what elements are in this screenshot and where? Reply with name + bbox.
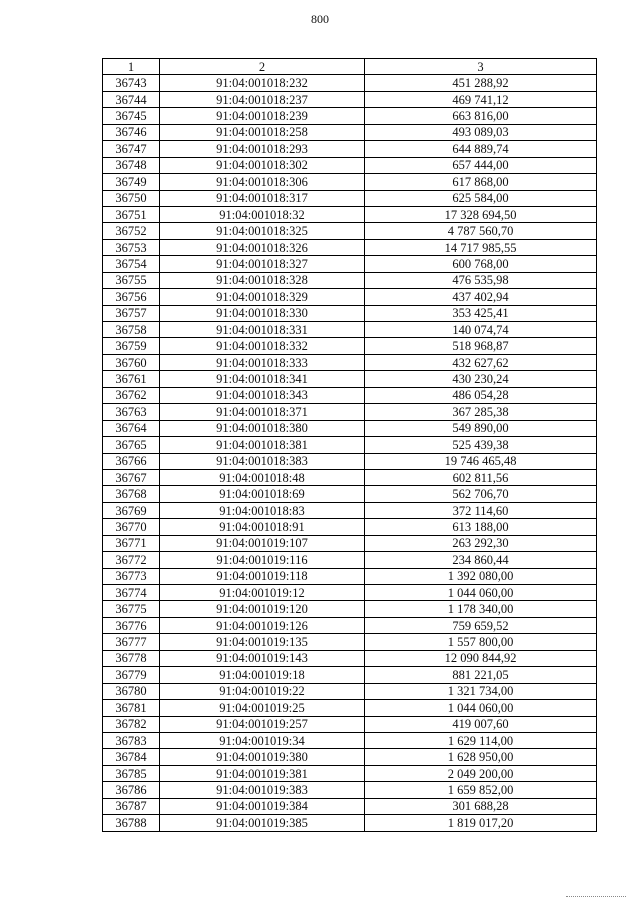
row-number-cell: 36785	[103, 765, 160, 781]
row-number-cell: 36773	[103, 568, 160, 584]
cadastral-value-cell: 301 688,28	[365, 798, 597, 814]
cadastral-value-cell: 1 659 852,00	[365, 782, 597, 798]
cadastral-number-cell: 91:04:001018:293	[160, 141, 365, 157]
table-row	[103, 782, 597, 798]
row-number-cell: 36752	[103, 223, 160, 239]
cadastral-number-cell: 91:04:001018:327	[160, 256, 365, 272]
table-body	[103, 75, 597, 831]
cadastral-number-cell: 91:04:001019:34	[160, 732, 365, 748]
table-row	[103, 732, 597, 748]
cadastral-number-cell: 91:04:001018:328	[160, 272, 365, 288]
cadastral-value-cell: 469 741,12	[365, 91, 597, 107]
row-number-cell: 36746	[103, 124, 160, 140]
table-row	[103, 108, 597, 124]
cadastral-value-cell: 476 535,98	[365, 272, 597, 288]
column-header-number: 1	[103, 59, 160, 75]
cadastral-value-cell: 602 811,56	[365, 469, 597, 485]
table-row	[103, 765, 597, 781]
cadastral-value-cell: 644 889,74	[365, 141, 597, 157]
row-number-cell: 36771	[103, 535, 160, 551]
cadastral-number-cell: 91:04:001019:381	[160, 765, 365, 781]
row-number-cell: 36762	[103, 387, 160, 403]
table-row	[103, 486, 597, 502]
table-row	[103, 798, 597, 814]
table-row	[103, 535, 597, 551]
cadastral-value-cell: 432 627,62	[365, 354, 597, 370]
cadastral-value-cell: 663 816,00	[365, 108, 597, 124]
row-number-cell: 36766	[103, 453, 160, 469]
cadastral-value-cell: 4 787 560,70	[365, 223, 597, 239]
cadastral-number-cell: 91:04:001018:371	[160, 404, 365, 420]
cadastral-number-cell: 91:04:001019:118	[160, 568, 365, 584]
cadastral-number-cell: 91:04:001019:116	[160, 552, 365, 568]
cadastral-number-cell: 91:04:001019:257	[160, 716, 365, 732]
row-number-cell: 36753	[103, 239, 160, 255]
cadastral-number-cell: 91:04:001019:12	[160, 585, 365, 601]
cadastral-value-cell: 1 392 080,00	[365, 568, 597, 584]
cadastral-number-cell: 91:04:001019:126	[160, 617, 365, 633]
column-header-value: 3	[365, 59, 597, 75]
row-number-cell: 36764	[103, 420, 160, 436]
cadastral-number-cell: 91:04:001018:69	[160, 486, 365, 502]
table-row	[103, 634, 597, 650]
cadastral-number-cell: 91:04:001018:383	[160, 453, 365, 469]
scan-edge-mark	[566, 896, 626, 900]
cadastral-value-cell: 525 439,38	[365, 437, 597, 453]
cadastral-value-cell: 353 425,41	[365, 305, 597, 321]
row-number-cell: 36747	[103, 141, 160, 157]
cadastral-value-cell: 617 868,00	[365, 174, 597, 190]
cadastral-value-cell: 140 074,74	[365, 322, 597, 338]
table-row	[103, 568, 597, 584]
table-row	[103, 91, 597, 107]
cadastral-number-cell: 91:04:001018:48	[160, 469, 365, 485]
cadastral-value-cell: 367 285,38	[365, 404, 597, 420]
row-number-cell: 36744	[103, 91, 160, 107]
table-row	[103, 289, 597, 305]
table-row	[103, 404, 597, 420]
cadastral-value-cell: 625 584,00	[365, 190, 597, 206]
cadastral-value-cell: 419 007,60	[365, 716, 597, 732]
row-number-cell: 36774	[103, 585, 160, 601]
table-row	[103, 256, 597, 272]
cadastral-number-cell: 91:04:001018:326	[160, 239, 365, 255]
row-number-cell: 36751	[103, 206, 160, 222]
table-row	[103, 716, 597, 732]
cadastral-number-cell: 91:04:001019:383	[160, 782, 365, 798]
cadastral-value-cell: 12 090 844,92	[365, 650, 597, 666]
cadastral-value-cell: 613 188,00	[365, 519, 597, 535]
table-row	[103, 124, 597, 140]
row-number-cell: 36763	[103, 404, 160, 420]
row-number-cell: 36749	[103, 174, 160, 190]
cadastral-number-cell: 91:04:001018:329	[160, 289, 365, 305]
table-row	[103, 601, 597, 617]
cadastral-value-cell: 562 706,70	[365, 486, 597, 502]
table-row	[103, 749, 597, 765]
row-number-cell: 36768	[103, 486, 160, 502]
table-row	[103, 387, 597, 403]
cadastral-value-cell: 1 044 060,00	[365, 585, 597, 601]
cadastral-number-cell: 91:04:001019:18	[160, 667, 365, 683]
row-number-cell: 36772	[103, 552, 160, 568]
row-number-cell: 36776	[103, 617, 160, 633]
cadastral-value-cell: 430 230,24	[365, 371, 597, 387]
row-number-cell: 36754	[103, 256, 160, 272]
cadastral-number-cell: 91:04:001019:384	[160, 798, 365, 814]
table-header-row	[103, 59, 597, 75]
cadastral-value-cell: 14 717 985,55	[365, 239, 597, 255]
column-header-cadastral-number: 2	[160, 59, 365, 75]
row-number-cell: 36750	[103, 190, 160, 206]
row-number-cell: 36758	[103, 322, 160, 338]
cadastral-value-cell: 234 860,44	[365, 552, 597, 568]
table-row	[103, 305, 597, 321]
cadastral-value-cell: 1 557 800,00	[365, 634, 597, 650]
cadastral-value-cell: 1 629 114,00	[365, 732, 597, 748]
row-number-cell: 36745	[103, 108, 160, 124]
table-row	[103, 667, 597, 683]
cadastral-number-cell: 91:04:001018:306	[160, 174, 365, 190]
row-number-cell: 36784	[103, 749, 160, 765]
table-row	[103, 371, 597, 387]
row-number-cell: 36779	[103, 667, 160, 683]
table-row	[103, 437, 597, 453]
cadastral-number-cell: 91:04:001018:258	[160, 124, 365, 140]
cadastral-value-cell: 1 628 950,00	[365, 749, 597, 765]
table-row	[103, 420, 597, 436]
cadastral-value-cell: 19 746 465,48	[365, 453, 597, 469]
cadastral-value-cell: 1 178 340,00	[365, 601, 597, 617]
row-number-cell: 36756	[103, 289, 160, 305]
cadastral-number-cell: 91:04:001019:22	[160, 683, 365, 699]
cadastral-number-cell: 91:04:001018:341	[160, 371, 365, 387]
table-row	[103, 453, 597, 469]
row-number-cell: 36769	[103, 502, 160, 518]
cadastral-number-cell: 91:04:001018:32	[160, 206, 365, 222]
row-number-cell: 36761	[103, 371, 160, 387]
cadastral-value-cell: 493 089,03	[365, 124, 597, 140]
cadastral-number-cell: 91:04:001019:120	[160, 601, 365, 617]
row-number-cell: 36755	[103, 272, 160, 288]
row-number-cell: 36775	[103, 601, 160, 617]
cadastral-number-cell: 91:04:001018:325	[160, 223, 365, 239]
cadastral-value-cell: 518 968,87	[365, 338, 597, 354]
page-number: 800	[311, 12, 329, 26]
cadastral-value-cell: 1 819 017,20	[365, 815, 597, 831]
row-number-cell: 36782	[103, 716, 160, 732]
table-row	[103, 700, 597, 716]
cadastral-number-cell: 91:04:001018:380	[160, 420, 365, 436]
cadastral-value-cell: 17 328 694,50	[365, 206, 597, 222]
row-number-cell: 36759	[103, 338, 160, 354]
cadastral-number-cell: 91:04:001018:317	[160, 190, 365, 206]
cadastral-value-cell: 451 288,92	[365, 75, 597, 91]
table-row	[103, 469, 597, 485]
row-number-cell: 36760	[103, 354, 160, 370]
cadastral-value-cell: 437 402,94	[365, 289, 597, 305]
table-row	[103, 650, 597, 666]
cadastral-value-cell: 549 890,00	[365, 420, 597, 436]
row-number-cell: 36767	[103, 469, 160, 485]
table-row	[103, 338, 597, 354]
cadastral-number-cell: 91:04:001019:380	[160, 749, 365, 765]
cadastral-number-cell: 91:04:001018:91	[160, 519, 365, 535]
cadastral-number-cell: 91:04:001018:237	[160, 91, 365, 107]
table-row	[103, 272, 597, 288]
cadastral-value-cell: 263 292,30	[365, 535, 597, 551]
table-row	[103, 174, 597, 190]
cadastral-number-cell: 91:04:001018:381	[160, 437, 365, 453]
row-number-cell: 36778	[103, 650, 160, 666]
table-row	[103, 75, 597, 91]
table-row	[103, 223, 597, 239]
row-number-cell: 36748	[103, 157, 160, 173]
row-number-cell: 36743	[103, 75, 160, 91]
table-row	[103, 322, 597, 338]
table-row	[103, 157, 597, 173]
cadastral-value-table	[102, 58, 597, 832]
row-number-cell: 36788	[103, 815, 160, 831]
cadastral-number-cell: 91:04:001018:343	[160, 387, 365, 403]
table-row	[103, 815, 597, 831]
row-number-cell: 36780	[103, 683, 160, 699]
row-number-cell: 36783	[103, 732, 160, 748]
cadastral-number-cell: 91:04:001018:331	[160, 322, 365, 338]
cadastral-value-cell: 881 221,05	[365, 667, 597, 683]
cadastral-value-cell: 372 114,60	[365, 502, 597, 518]
row-number-cell: 36787	[103, 798, 160, 814]
table-row	[103, 141, 597, 157]
table-row	[103, 617, 597, 633]
cadastral-number-cell: 91:04:001018:302	[160, 157, 365, 173]
cadastral-number-cell: 91:04:001018:232	[160, 75, 365, 91]
cadastral-value-cell: 1 044 060,00	[365, 700, 597, 716]
cadastral-number-cell: 91:04:001018:330	[160, 305, 365, 321]
row-number-cell: 36786	[103, 782, 160, 798]
cadastral-number-cell: 91:04:001018:332	[160, 338, 365, 354]
table-row	[103, 683, 597, 699]
cadastral-value-cell: 600 768,00	[365, 256, 597, 272]
cadastral-number-cell: 91:04:001018:83	[160, 502, 365, 518]
table-row	[103, 354, 597, 370]
cadastral-number-cell: 91:04:001019:107	[160, 535, 365, 551]
cadastral-number-cell: 91:04:001019:135	[160, 634, 365, 650]
cadastral-number-cell: 91:04:001018:239	[160, 108, 365, 124]
cadastral-number-cell: 91:04:001019:25	[160, 700, 365, 716]
table-row	[103, 502, 597, 518]
table-row	[103, 519, 597, 535]
cadastral-value-cell: 1 321 734,00	[365, 683, 597, 699]
row-number-cell: 36765	[103, 437, 160, 453]
cadastral-value-cell: 759 659,52	[365, 617, 597, 633]
cadastral-number-cell: 91:04:001019:143	[160, 650, 365, 666]
row-number-cell: 36757	[103, 305, 160, 321]
cadastral-value-cell: 657 444,00	[365, 157, 597, 173]
table-row	[103, 190, 597, 206]
cadastral-value-cell: 2 049 200,00	[365, 765, 597, 781]
cadastral-value-cell: 486 054,28	[365, 387, 597, 403]
table-row	[103, 552, 597, 568]
table-row	[103, 206, 597, 222]
row-number-cell: 36770	[103, 519, 160, 535]
cadastral-number-cell: 91:04:001019:385	[160, 815, 365, 831]
row-number-cell: 36781	[103, 700, 160, 716]
table-row	[103, 239, 597, 255]
table-row	[103, 585, 597, 601]
row-number-cell: 36777	[103, 634, 160, 650]
cadastral-number-cell: 91:04:001018:333	[160, 354, 365, 370]
